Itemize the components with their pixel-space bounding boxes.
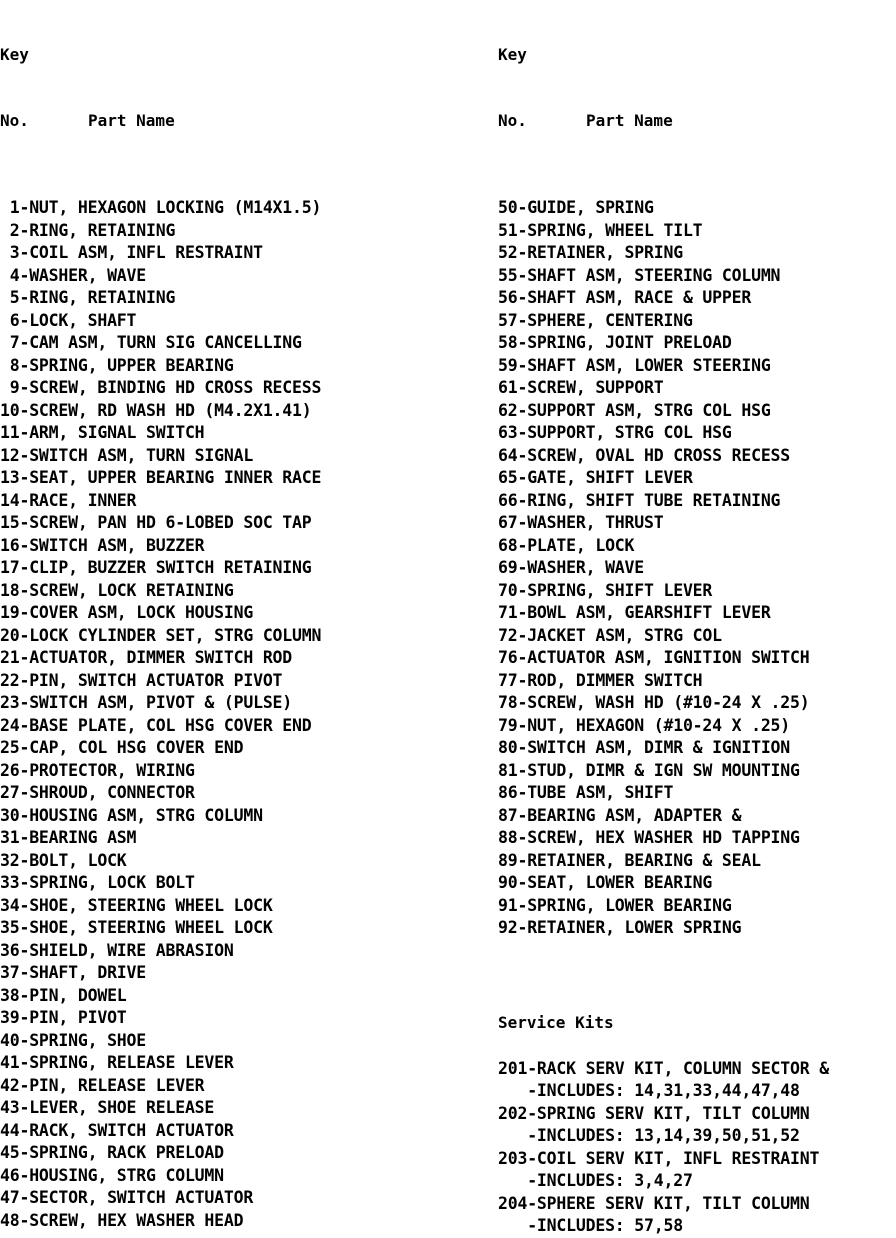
service-kit-line: -INCLUDES: 13,14,39,50,51,52: [498, 1126, 800, 1145]
part-list-item: 10-SCREW, RD WASH HD (M4.2X1.41): [0, 400, 312, 420]
part-list-item: 77-ROD, DIMMER SWITCH: [498, 670, 703, 690]
part-list-item: 70-SPRING, SHIFT LEVER: [498, 580, 713, 600]
part-list-item: 23-SWITCH ASM, PIVOT & (PULSE): [0, 693, 293, 712]
part-list-item: 90-SEAT, LOWER BEARING: [498, 873, 713, 892]
right-parts-list: [498, 197, 896, 940]
part-list-item: 37-SHAFT, DRIVE: [0, 963, 147, 982]
left-header: [0, 0, 470, 176]
service-kits-title: Service Kits: [498, 1012, 614, 1032]
service-kit-line: 201-RACK SERV KIT, COLUMN SECTOR &: [498, 1058, 829, 1078]
part-list-item: 4-WASHER, WAVE: [0, 265, 147, 285]
part-list-item: 8-SPRING, UPPER BEARING: [0, 355, 234, 375]
part-list-item: 20-LOCK CYLINDER SET, STRG COLUMN: [0, 625, 322, 645]
part-list-item: 30-HOUSING ASM, STRG COLUMN: [0, 805, 263, 825]
part-list-item: 67-WASHER, THRUST: [498, 513, 664, 532]
part-list-item: 42-PIN, RELEASE LEVER: [0, 1075, 205, 1095]
part-list-item: 1-NUT, HEXAGON LOCKING (M14X1.5): [0, 198, 322, 217]
part-list-item: 40-SPRING, SHOE: [0, 1030, 147, 1050]
part-list-item: 50-GUIDE, SPRING: [498, 198, 654, 217]
part-list-item: 87-BEARING ASM, ADAPTER &: [498, 805, 742, 825]
no-label: No.: [0, 111, 29, 130]
service-kits-list: [498, 1058, 896, 1238]
part-list-item: 61-SCREW, SUPPORT: [498, 378, 664, 397]
part-list-item: 78-SCREW, WASH HD (#10-24 X .25): [498, 693, 810, 712]
part-list-item: 27-SHROUD, CONNECTOR: [0, 783, 195, 802]
part-name-label: Part Name: [88, 111, 175, 130]
part-list-item: 33-SPRING, LOCK BOLT: [0, 873, 195, 892]
part-list-item: 24-BASE PLATE, COL HSG COVER END: [0, 715, 312, 735]
part-list-item: 81-STUD, DIMR & IGN SW MOUNTING: [498, 760, 800, 780]
no-label: No.: [498, 111, 527, 130]
part-list-item: 59-SHAFT ASM, LOWER STEERING: [498, 355, 771, 375]
key-label: Key: [0, 45, 29, 64]
part-list-item: 65-GATE, SHIFT LEVER: [498, 468, 693, 487]
part-list-item: 58-SPRING, JOINT PRELOAD: [498, 333, 732, 352]
part-list-item: 13-SEAT, UPPER BEARING INNER RACE: [0, 468, 322, 487]
part-list-item: 15-SCREW, PAN HD 6-LOBED SOC TAP: [0, 513, 312, 532]
part-list-item: 57-SPHERE, CENTERING: [498, 310, 693, 330]
part-list-item: 36-SHIELD, WIRE ABRASION: [0, 940, 234, 960]
part-list-item: 35-SHOE, STEERING WHEEL LOCK: [0, 918, 273, 937]
part-list-item: 5-RING, RETAINING: [0, 288, 176, 307]
part-list-item: 38-PIN, DOWEL: [0, 985, 127, 1005]
key-label: Key: [498, 45, 527, 64]
part-list-item: 12-SWITCH ASM, TURN SIGNAL: [0, 445, 254, 465]
part-list-item: 66-RING, SHIFT TUBE RETAINING: [498, 490, 781, 510]
part-list-item: 17-CLIP, BUZZER SWITCH RETAINING: [0, 558, 312, 577]
part-list-item: 32-BOLT, LOCK: [0, 850, 127, 870]
part-list-item: 22-PIN, SWITCH ACTUATOR PIVOT: [0, 670, 283, 690]
part-list-item: 91-SPRING, LOWER BEARING: [498, 895, 732, 915]
part-list-item: 71-BOWL ASM, GEARSHIFT LEVER: [498, 603, 771, 622]
service-kit-line: -INCLUDES: 57,58: [498, 1216, 683, 1235]
service-kit-line: 203-COIL SERV KIT, INFL RESTRAINT: [498, 1148, 820, 1168]
part-list-item: 45-SPRING, RACK PRELOAD: [0, 1143, 224, 1162]
part-list-item: 89-RETAINER, BEARING & SEAL: [498, 850, 761, 870]
part-list-item: 68-PLATE, LOCK: [498, 535, 635, 555]
part-list-item: 9-SCREW, BINDING HD CROSS RECESS: [0, 378, 322, 397]
part-list-item: 21-ACTUATOR, DIMMER SWITCH ROD: [0, 648, 293, 667]
part-list-item: 88-SCREW, HEX WASHER HD TAPPING: [498, 828, 800, 847]
service-kit-line: -INCLUDES: 14,31,33,44,47,48: [498, 1081, 800, 1100]
part-list-item: 86-TUBE ASM, SHIFT: [498, 783, 674, 802]
part-list-item: 6-LOCK, SHAFT: [0, 310, 137, 330]
part-list-item: 19-COVER ASM, LOCK HOUSING: [0, 603, 254, 622]
part-list-item: 11-ARM, SIGNAL SWITCH: [0, 423, 205, 442]
part-list-item: 80-SWITCH ASM, DIMR & IGNITION: [498, 738, 791, 757]
part-list-item: 25-CAP, COL HSG COVER END: [0, 738, 244, 757]
part-list-item: 64-SCREW, OVAL HD CROSS RECESS: [498, 445, 791, 465]
part-list-item: 44-RACK, SWITCH ACTUATOR: [0, 1120, 234, 1140]
part-list-item: 69-WASHER, WAVE: [498, 558, 645, 577]
part-list-item: 34-SHOE, STEERING WHEEL LOCK: [0, 895, 273, 915]
part-list-item: 7-CAM ASM, TURN SIG CANCELLING: [0, 333, 302, 352]
part-list-item: 47-SECTOR, SWITCH ACTUATOR: [0, 1188, 254, 1207]
part-list-item: 63-SUPPORT, STRG COL HSG: [498, 423, 732, 442]
part-list-item: 41-SPRING, RELEASE LEVER: [0, 1053, 234, 1072]
right-column: [498, 0, 896, 1238]
part-list-item: 16-SWITCH ASM, BUZZER: [0, 535, 205, 555]
part-list-item: 55-SHAFT ASM, STEERING COLUMN: [498, 265, 781, 285]
left-parts-list: [0, 197, 470, 1232]
part-list-item: 72-JACKET ASM, STRG COL: [498, 625, 722, 645]
part-list-item: 3-COIL ASM, INFL RESTRAINT: [0, 243, 263, 262]
part-list-item: 52-RETAINER, SPRING: [498, 243, 683, 262]
part-list-item: 51-SPRING, WHEEL TILT: [498, 220, 703, 240]
part-list-item: 26-PROTECTOR, WIRING: [0, 760, 195, 780]
part-list-item: 18-SCREW, LOCK RETAINING: [0, 580, 234, 600]
part-list-item: 31-BEARING ASM: [0, 828, 137, 847]
part-list-item: 39-PIN, PIVOT: [0, 1008, 127, 1027]
part-list-item: 43-LEVER, SHOE RELEASE: [0, 1098, 215, 1117]
part-list-item: 62-SUPPORT ASM, STRG COL HSG: [498, 400, 771, 420]
part-name-label: Part Name: [586, 111, 673, 130]
part-list-item: 14-RACE, INNER: [0, 490, 137, 510]
service-kit-line: 204-SPHERE SERV KIT, TILT COLUMN: [498, 1193, 810, 1213]
part-list-item: 76-ACTUATOR ASM, IGNITION SWITCH: [498, 648, 810, 667]
right-header: [498, 0, 896, 176]
part-list-item: 48-SCREW, HEX WASHER HEAD: [0, 1210, 244, 1230]
part-list-item: 2-RING, RETAINING: [0, 220, 176, 240]
part-list-item: 79-NUT, HEXAGON (#10-24 X .25): [498, 715, 791, 735]
part-list-item: 56-SHAFT ASM, RACE & UPPER: [498, 288, 752, 307]
service-kit-line: -INCLUDES: 3,4,27: [498, 1171, 693, 1190]
part-list-item: 46-HOUSING, STRG COLUMN: [0, 1165, 224, 1185]
part-list-item: 92-RETAINER, LOWER SPRING: [498, 918, 742, 937]
service-kit-line: 202-SPRING SERV KIT, TILT COLUMN: [498, 1103, 810, 1123]
